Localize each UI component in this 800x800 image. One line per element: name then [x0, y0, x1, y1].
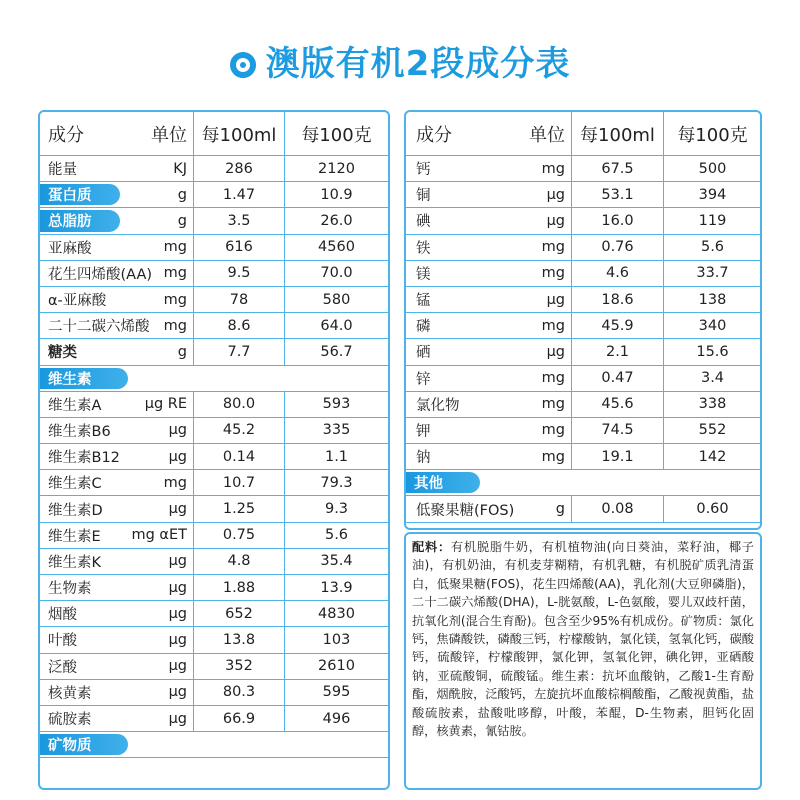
value-per100g: 2120: [284, 156, 388, 181]
value-per100ml: 0.14: [193, 444, 284, 469]
table-row: [406, 444, 760, 470]
nutrient-name: 硒: [416, 345, 431, 362]
value-per100g: 138: [663, 287, 761, 312]
ingredients-box: [404, 532, 762, 790]
header-unit: 单位: [151, 124, 187, 146]
value-per100g: 335: [284, 418, 388, 443]
table-row: [40, 444, 388, 470]
value-per100g: 496: [284, 706, 388, 731]
header-per100g: 每100克: [663, 112, 761, 155]
nutrient-unit: μg: [168, 684, 187, 701]
table-row: [406, 418, 760, 444]
value-per100g: 10.9: [284, 182, 388, 207]
value-per100ml: 80.0: [193, 392, 284, 417]
nutrient-name: 钾: [416, 423, 431, 440]
left-table-body: [40, 156, 388, 758]
nutrient-unit: μg: [168, 710, 187, 727]
value-per100g: 33.7: [663, 261, 761, 286]
table-row: [40, 313, 388, 339]
table-row: [406, 496, 760, 522]
value-per100ml: 19.1: [571, 444, 663, 469]
nutrient-unit: μg: [168, 448, 187, 465]
section-label: 其他: [406, 472, 480, 493]
value-per100g: 4560: [284, 235, 388, 260]
value-per100ml: 9.5: [193, 261, 284, 286]
ingredients-text: [412, 538, 754, 740]
right-table-body: [406, 156, 760, 523]
nutrient-name: 维生素B6: [48, 423, 111, 440]
value-per100g: 595: [284, 680, 388, 705]
ingredients-body: 有机脱脂牛奶，有机植物油(向日葵油，菜籽油，椰子油)，有机奶油，有机麦芽糊精，有机乳糖，有机脱矿质乳清蛋白，低聚果糖(FOS)，花生四烯酸(AA)，乳化剂(大豆卵磷脂)，二十二碳六烯酸(DHA)，L-胱氨酸，L-色氨酸，婴儿双歧杆菌，抗氧化剂(混合生育酚)。包含至少95%有机成份。矿物质：氯化钙，焦磷酸铁，磷酸三钙，柠檬酸钠，氯化镁，氢氧化钙，碳酸钙，硫酸锌，柠檬酸钾，氯化钾，氢氧化钾，碘化钾，亚硒酸钠，亚硫酸铜，硫酸锰。维生素：抗坏血酸钠，乙酸1-生育酚酯，烟酰胺，泛酸钙，左旋抗坏血酸棕榈酸酯，乙酸视黄酯，盐酸硫胺素，盐酸吡哆醇，叶酸，苯醌，D-生物素，胆钙化固醇，核黄素，氰钴胺。: [412, 540, 754, 739]
nutrient-name: 叶酸: [48, 633, 77, 650]
value-per100g: 35.4: [284, 549, 388, 574]
nutrient-unit: mg: [541, 239, 565, 256]
value-per100ml: 13.8: [193, 627, 284, 652]
value-per100ml: 1.88: [193, 575, 284, 600]
nutrient-unit: g: [177, 343, 187, 360]
section-label: 蛋白质: [40, 184, 120, 205]
table-row: [40, 706, 388, 732]
nutrient-unit: μg: [168, 658, 187, 675]
nutrient-unit: μg: [168, 501, 187, 518]
nutrient-name: 维生素K: [48, 554, 102, 571]
table-row: [40, 339, 388, 365]
nutrient-name: 维生素B12: [48, 450, 120, 467]
nutrient-unit: g: [555, 501, 565, 518]
value-per100g: 15.6: [663, 339, 761, 364]
table-row: [40, 523, 388, 549]
table-row: [406, 366, 760, 392]
nutrient-name: 硫胺素: [48, 712, 92, 729]
value-per100ml: 616: [193, 235, 284, 260]
section-label: 矿物质: [40, 734, 128, 755]
table-row: [40, 575, 388, 601]
table-row: [40, 418, 388, 444]
value-per100ml: 4.8: [193, 549, 284, 574]
nutrient-unit: g: [177, 186, 187, 203]
nutrient-name: 维生素A: [48, 397, 102, 414]
value-per100ml: 80.3: [193, 680, 284, 705]
table-row: [406, 313, 760, 339]
value-per100ml: 352: [193, 654, 284, 679]
table-row: [406, 261, 760, 287]
nutrient-name: 糖类: [48, 345, 77, 362]
page-title-text: 澳版有机2段成分表: [265, 44, 571, 84]
nutrient-name: 能量: [48, 162, 77, 179]
value-per100g: 64.0: [284, 313, 388, 338]
value-per100ml: 18.6: [571, 287, 663, 312]
nutrient-unit: mg: [163, 265, 187, 282]
nutrient-unit: mg: [163, 317, 187, 334]
nutrient-name: 花生四烯酸(AA): [48, 266, 153, 283]
value-per100g: 103: [284, 627, 388, 652]
nutrient-name: 碘: [416, 214, 431, 231]
header-name: 成分: [416, 124, 452, 146]
value-per100g: 70.0: [284, 261, 388, 286]
value-per100g: 13.9: [284, 575, 388, 600]
value-per100g: 56.7: [284, 339, 388, 364]
value-per100ml: 8.6: [193, 313, 284, 338]
value-per100g: 552: [663, 418, 761, 443]
value-per100ml: 16.0: [571, 208, 663, 233]
value-per100ml: 74.5: [571, 418, 663, 443]
nutrient-unit: μg: [168, 422, 187, 439]
nutrient-name: 磷: [416, 319, 431, 336]
value-per100g: 1.1: [284, 444, 388, 469]
table-row: [406, 182, 760, 208]
value-per100ml: 53.1: [571, 182, 663, 207]
right-nutrition-table: [404, 110, 762, 530]
nutrient-unit: mg αET: [131, 527, 187, 544]
nutrient-unit: mg: [541, 370, 565, 387]
nutrient-name: 烟酸: [48, 607, 77, 624]
value-per100ml: 0.47: [571, 366, 663, 391]
value-per100g: 5.6: [284, 523, 388, 548]
nutrient-name: 镁: [416, 266, 431, 283]
section-label: 维生素: [40, 368, 128, 389]
table-row: [406, 235, 760, 261]
header-per100g: 每100克: [284, 112, 388, 155]
table-row: [40, 470, 388, 496]
value-per100ml: 652: [193, 601, 284, 626]
value-per100g: 119: [663, 208, 761, 233]
value-per100g: 394: [663, 182, 761, 207]
nutrient-name: 维生素D: [48, 502, 103, 519]
page-title: [0, 36, 800, 85]
nutrient-name: 生物素: [48, 581, 92, 598]
nutrient-unit: μg: [546, 291, 565, 308]
nutrient-unit: μg: [546, 212, 565, 229]
nutrient-unit: mg: [541, 448, 565, 465]
section-header-row: [40, 732, 388, 758]
nutrient-name: 铜: [416, 188, 431, 205]
value-per100g: 0.60: [663, 496, 761, 521]
nutrient-name: α-亚麻酸: [48, 293, 107, 310]
nutrient-unit: μg: [168, 579, 187, 596]
header-unit: 单位: [529, 124, 565, 146]
nutrient-unit: mg: [541, 317, 565, 334]
table-row: [406, 339, 760, 365]
value-per100ml: 45.2: [193, 418, 284, 443]
value-per100g: 338: [663, 392, 761, 417]
nutrient-name: 铁: [416, 240, 431, 257]
nutrient-name: 亚麻酸: [48, 240, 92, 257]
value-per100ml: 0.75: [193, 523, 284, 548]
nutrient-name: 氯化物: [416, 397, 460, 414]
table-row: [40, 496, 388, 522]
table-row: [40, 549, 388, 575]
table-row: [40, 182, 388, 208]
header-per100ml: 每100ml: [193, 112, 284, 155]
table-row: [40, 392, 388, 418]
nutrient-name: 维生素E: [48, 528, 101, 545]
value-per100ml: 4.6: [571, 261, 663, 286]
value-per100ml: 0.76: [571, 235, 663, 260]
value-per100g: 593: [284, 392, 388, 417]
section-label: 总脂肪: [40, 210, 120, 231]
value-per100g: 79.3: [284, 470, 388, 495]
value-per100ml: 78: [193, 287, 284, 312]
table-row: [40, 208, 388, 234]
nutrient-name: 锌: [416, 371, 431, 388]
section-header-row: [406, 470, 760, 496]
value-per100g: 3.4: [663, 366, 761, 391]
table-row: [40, 627, 388, 653]
nutrient-unit: mg: [163, 474, 187, 491]
table-row: [406, 392, 760, 418]
value-per100g: 4830: [284, 601, 388, 626]
value-per100g: 5.6: [663, 235, 761, 260]
value-per100ml: 286: [193, 156, 284, 181]
table-row: [40, 156, 388, 182]
nutrient-name: 泛酸: [48, 659, 77, 676]
table-header-row: [40, 112, 388, 156]
value-per100g: 580: [284, 287, 388, 312]
value-per100ml: 2.1: [571, 339, 663, 364]
section-header-row: [40, 366, 388, 392]
value-per100ml: 45.9: [571, 313, 663, 338]
value-per100g: 142: [663, 444, 761, 469]
table-row: [406, 287, 760, 313]
ingredients-label: 配料：: [412, 540, 451, 554]
value-per100ml: 66.9: [193, 706, 284, 731]
nutrient-name: 维生素C: [48, 476, 102, 493]
nutrient-name: 核黄素: [48, 685, 92, 702]
nutrient-unit: KJ: [173, 160, 187, 177]
nutrient-unit: g: [177, 212, 187, 229]
table-header-row: [406, 112, 760, 156]
nutrient-name: 锰: [416, 293, 431, 310]
value-per100ml: 0.08: [571, 496, 663, 521]
header-per100ml: 每100ml: [571, 112, 663, 155]
header-name: 成分: [48, 124, 84, 146]
nutrient-unit: μg: [168, 605, 187, 622]
nutrient-unit: mg: [163, 291, 187, 308]
value-per100ml: 10.7: [193, 470, 284, 495]
table-row: [40, 287, 388, 313]
value-per100g: 340: [663, 313, 761, 338]
nutrient-name: 钠: [416, 450, 431, 467]
value-per100ml: 7.7: [193, 339, 284, 364]
nutrient-unit: μg: [168, 631, 187, 648]
nutrient-name: 二十二碳六烯酸: [48, 319, 150, 336]
nutrient-name: 低聚果糖(FOS): [416, 502, 515, 519]
nutrient-unit: μg RE: [144, 396, 187, 413]
nutrient-unit: μg: [168, 553, 187, 570]
nutrient-unit: mg: [541, 265, 565, 282]
value-per100ml: 45.6: [571, 392, 663, 417]
table-row: [40, 261, 388, 287]
value-per100g: 2610: [284, 654, 388, 679]
value-per100g: 9.3: [284, 496, 388, 521]
nutrient-unit: μg: [546, 343, 565, 360]
left-nutrition-table: [38, 110, 390, 790]
value-per100ml: 1.25: [193, 496, 284, 521]
value-per100g: 26.0: [284, 208, 388, 233]
table-row: [40, 235, 388, 261]
nutrient-name: 钙: [416, 162, 431, 179]
value-per100ml: 3.5: [193, 208, 284, 233]
nutrient-unit: mg: [541, 160, 565, 177]
nutrient-unit: μg: [546, 186, 565, 203]
table-row: [40, 654, 388, 680]
table-row: [40, 680, 388, 706]
circle-icon: [230, 52, 256, 78]
nutrient-unit: mg: [541, 422, 565, 439]
table-row: [406, 156, 760, 182]
nutrient-unit: mg: [541, 396, 565, 413]
nutrient-unit: mg: [163, 239, 187, 256]
table-row: [40, 601, 388, 627]
value-per100ml: 1.47: [193, 182, 284, 207]
value-per100g: 500: [663, 156, 761, 181]
table-row: [406, 208, 760, 234]
value-per100ml: 67.5: [571, 156, 663, 181]
